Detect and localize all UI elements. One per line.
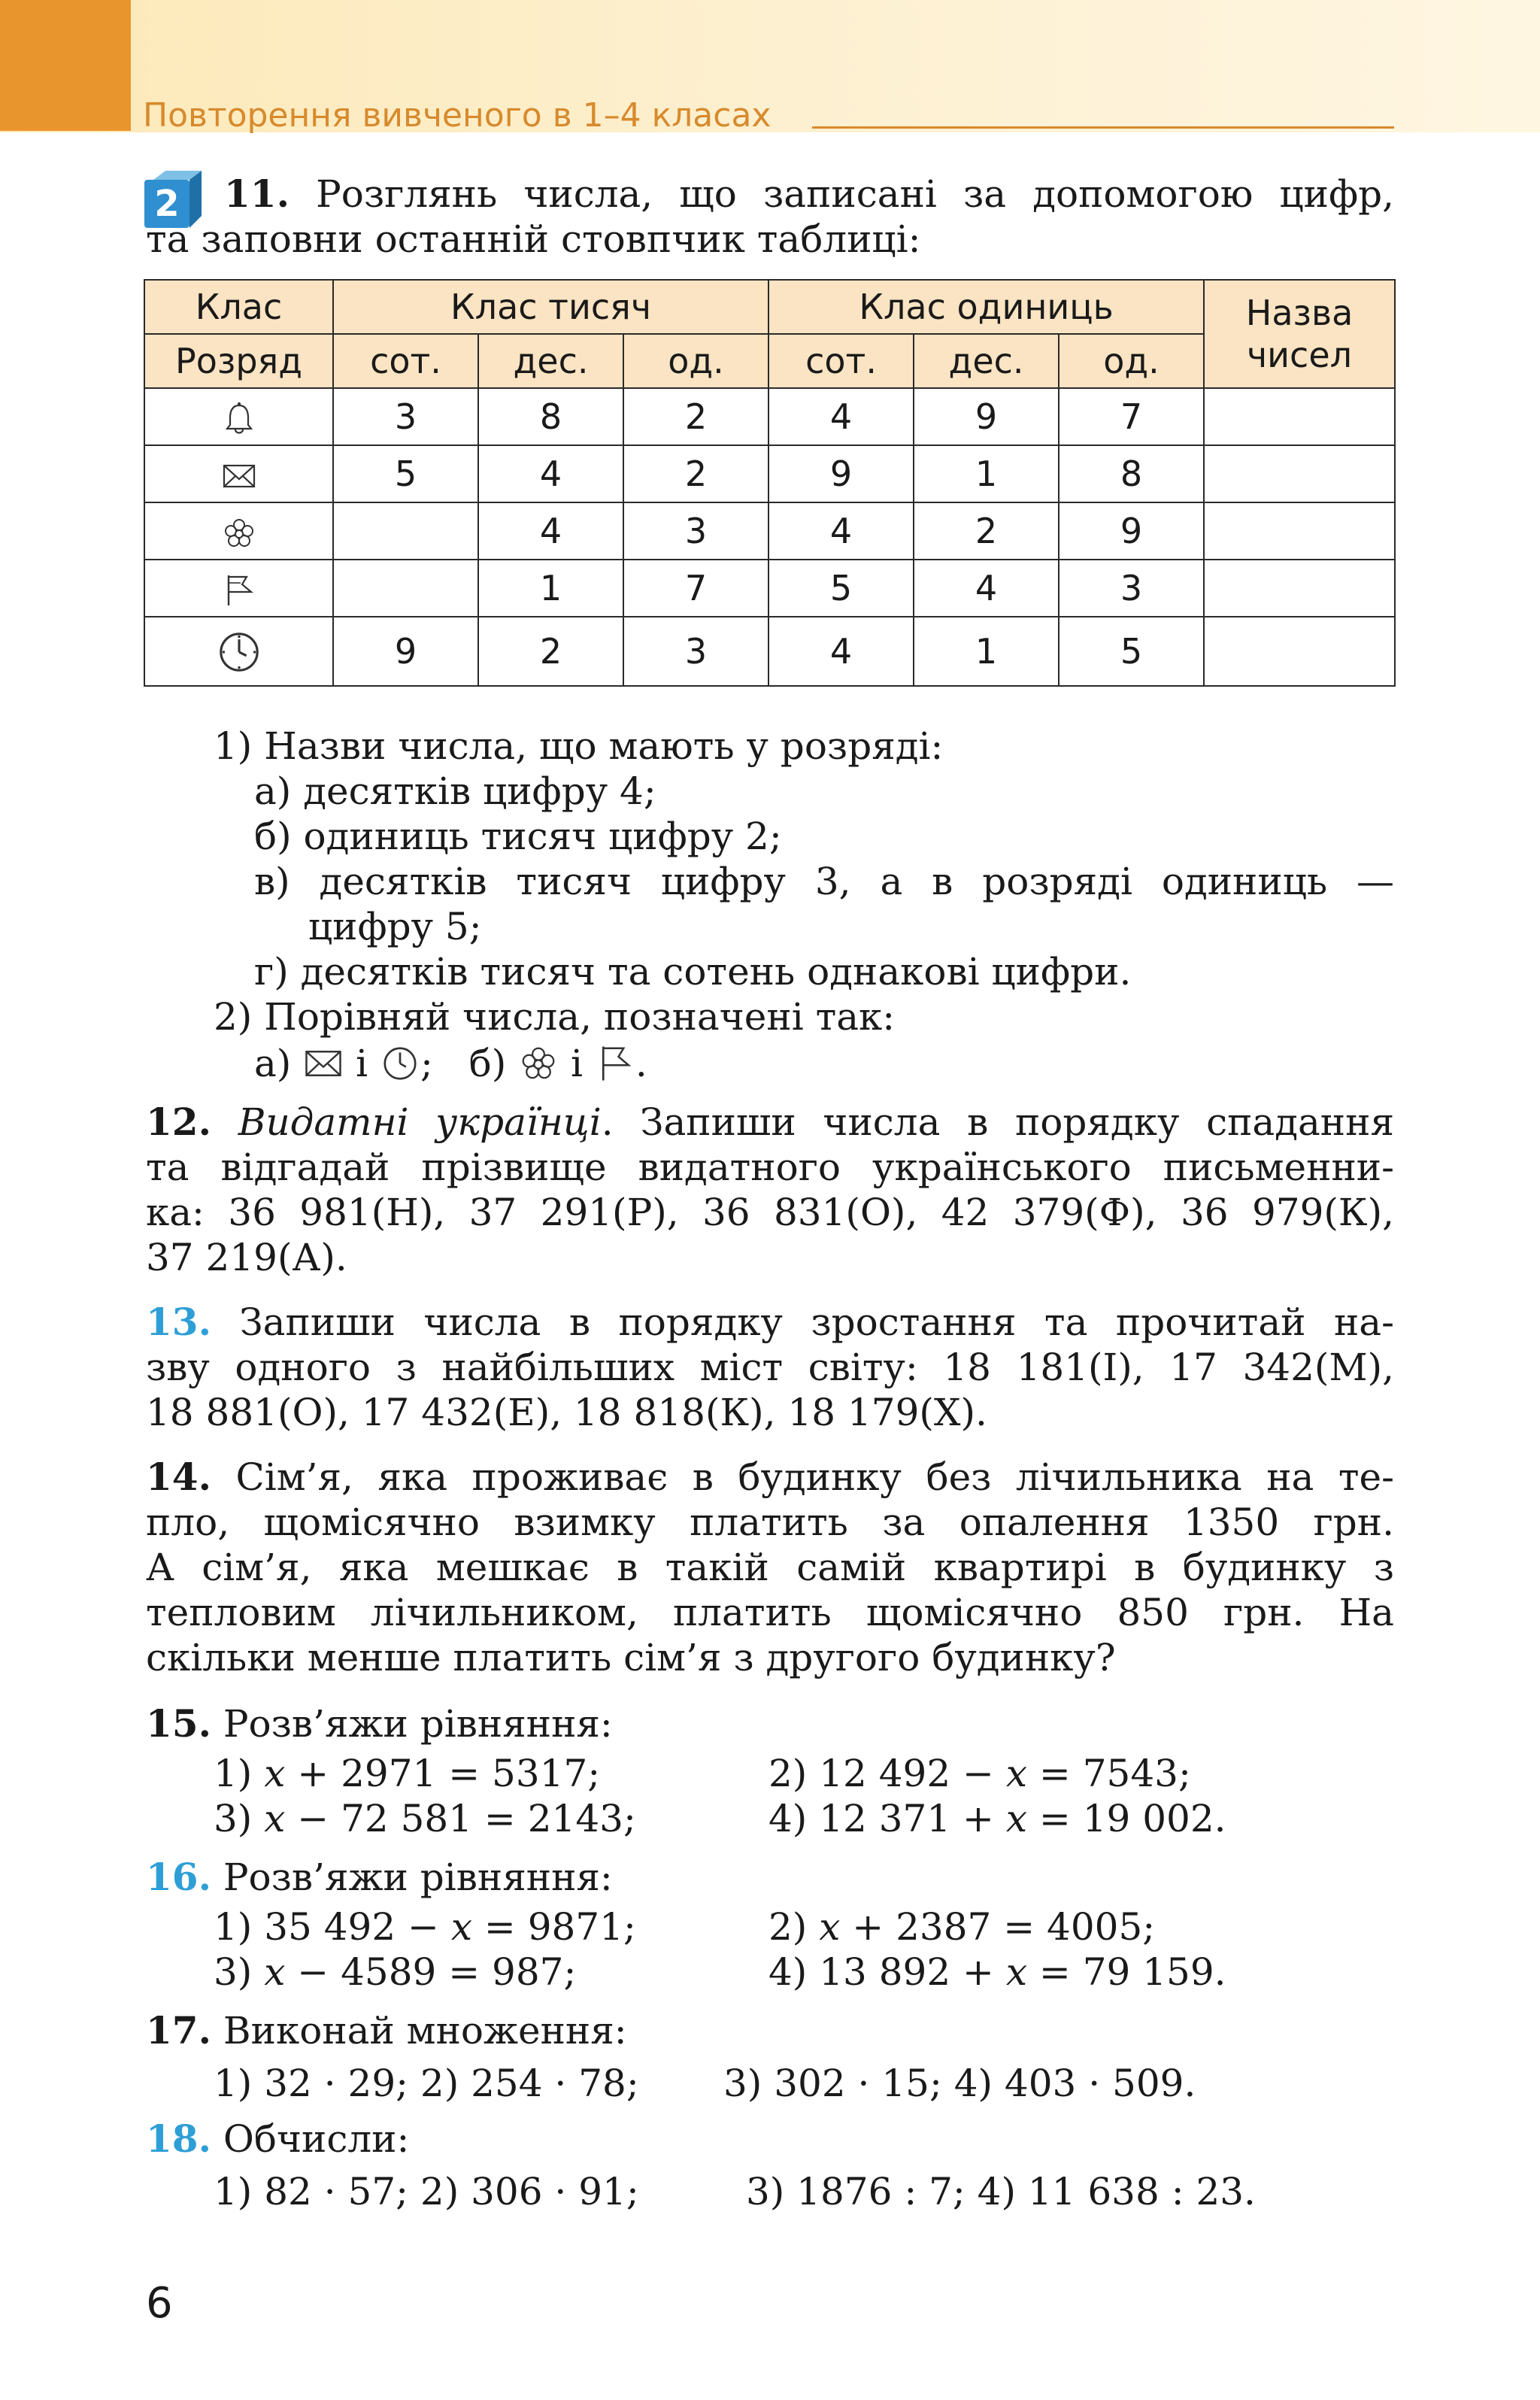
task18-items-1-2: 1) 82 · 57; 2) 306 · 91; [214, 2170, 639, 2213]
table-cell: 4 [768, 388, 914, 445]
task12-line2: та відгадай прізвище видатного українського письменни- [146, 1145, 1394, 1189]
task13-line1: 13. Запиши числа в порядку зростання та прочитай на- [146, 1300, 1394, 1344]
flower-icon [221, 515, 257, 551]
row-icon-cell [144, 617, 333, 686]
task-number: 15. [146, 1701, 211, 1746]
table-cell: 4 [478, 445, 623, 502]
task11-q1d: г) десятків тисяч та сотень однакові цифри. [254, 950, 1132, 994]
empty-name-cell[interactable] [1204, 560, 1395, 617]
task17-items-3-4: 3) 302 · 15; 4) 403 · 509. [723, 2062, 1196, 2105]
header-class: Клас [144, 280, 333, 334]
task16-eq2: 2) 𝑥 + 2387 = 4005; [768, 1905, 1156, 1949]
flag-icon [221, 572, 257, 608]
running-header: Повторення вивченого в 1–4 класах [143, 96, 772, 135]
task-number: 17. [146, 2008, 211, 2053]
empty-name-cell[interactable] [1204, 502, 1395, 560]
subheader-cell: дес. [914, 334, 1059, 388]
subheader-cell: дес. [478, 334, 623, 388]
subheader-cell: од. [1059, 334, 1204, 388]
table-cell: 1 [914, 445, 1059, 502]
bell-icon [221, 401, 257, 437]
table-cell: 3 [623, 617, 768, 686]
table-cell: 3 [1059, 560, 1204, 617]
task-number: 16. [146, 1855, 211, 1899]
task16-eq1: 1) 35 492 − 𝑥 = 9871; [214, 1905, 636, 1949]
table-row [144, 388, 1395, 445]
row-icon-cell [144, 388, 333, 445]
table-cell: 9 [768, 445, 914, 502]
envelope-icon [303, 1043, 344, 1084]
table-cell: 1 [478, 560, 623, 617]
task-number: 11. [224, 171, 290, 216]
table-row [144, 445, 1395, 502]
table-cell: 2 [623, 388, 768, 445]
table-cell: 9 [333, 617, 478, 686]
header-thousands: Клас тисяч [333, 280, 768, 334]
task15-eq4: 4) 12 371 + 𝑥 = 19 002. [768, 1797, 1226, 1840]
table-cell: 8 [1059, 445, 1204, 502]
table-cell: 2 [623, 445, 768, 502]
task16-eq4: 4) 13 892 + 𝑥 = 79 159. [768, 1950, 1226, 1994]
digits-table [144, 279, 1396, 687]
table-cell: 7 [1059, 388, 1204, 445]
task15-heading: 15. Розв’яжи рівняння: [146, 1701, 613, 1746]
row-icon-cell [144, 502, 333, 560]
table-cell: 4 [768, 617, 914, 686]
table-cell [333, 502, 478, 560]
task-number: 18. [146, 2116, 211, 2161]
task11-q2-pairs: а) і ; б) і . [254, 1042, 647, 1085]
table-cell: 7 [623, 560, 768, 617]
header-rule [812, 126, 1394, 129]
subheader-cell: сот. [333, 334, 478, 388]
row-icon-cell [144, 560, 333, 617]
task12-line4: 37 219(А). [146, 1236, 347, 1279]
task11-q1c-line1: в) десятків тисяч цифру 3, а в розряді одиниць — [254, 860, 1394, 903]
empty-name-cell[interactable] [1204, 617, 1395, 686]
task11-q1c-line2: цифру 5; [308, 905, 482, 948]
table-cell [333, 560, 478, 617]
task16-eq3: 3) 𝑥 − 4589 = 987; [214, 1950, 577, 1994]
table-row [144, 560, 1395, 617]
subheader-cell: од. [623, 334, 768, 388]
flower-icon [518, 1043, 559, 1084]
empty-name-cell[interactable] [1204, 445, 1395, 502]
task14-line1: 14. Сім’я, яка проживає в будинку без лічильника на те- [146, 1455, 1394, 1499]
table-cell: 3 [623, 502, 768, 560]
task11-intro-line1: 11. Розглянь числа, що записані за допомогою цифр, [224, 171, 1394, 216]
task-number: 12. [146, 1100, 211, 1144]
task11-intro-line2: та заповни останній стовпчик таблиці: [146, 217, 921, 261]
table-cell: 4 [914, 560, 1059, 617]
cube-badge: 2 [154, 183, 180, 225]
table-row [144, 502, 1395, 560]
table-cell: 2 [478, 617, 623, 686]
task14-line5: скільки менше платить сім’я з другого будинку? [146, 1636, 1116, 1679]
empty-name-cell[interactable] [1204, 388, 1395, 445]
header-rank: Розряд [144, 334, 333, 388]
task12-line3: ка: 36 981(Н), 37 291(Р), 36 831(О), 42 379(Ф), 36 979(К), [146, 1191, 1394, 1234]
header-units: Клас одиниць [768, 280, 1204, 334]
table-header-row [144, 280, 1395, 334]
task17-heading: 17. Виконай множення: [146, 2008, 627, 2053]
task11-q1: 1) Назви числа, що мають у розряді: [214, 724, 944, 768]
clock-icon [380, 1043, 420, 1084]
task-number: 13. [146, 1300, 211, 1344]
task13-line2: зву одного з найбільших міст світу: 18 181(І), 17 342(М), [146, 1346, 1394, 1389]
task14-line4: тепловим лічильником, платить щомісячно 850 грн. На [146, 1591, 1394, 1634]
task17-items-1-2: 1) 32 · 29; 2) 254 · 78; [214, 2062, 639, 2105]
task15-eq2: 2) 12 492 − 𝑥 = 7543; [768, 1752, 1191, 1795]
task18-items-3-4: 3) 1876 : 7; 4) 11 638 : 23. [746, 2170, 1256, 2213]
task12-line1: 12. Видатні українці. Запиши числа в порядку спадання [146, 1100, 1395, 1144]
table-cell: 9 [914, 388, 1059, 445]
table-cell: 4 [768, 502, 914, 560]
corner-tab [0, 0, 131, 131]
task16-heading: 16. Розв’яжи рівняння: [146, 1855, 613, 1899]
table-cell: 3 [333, 388, 478, 445]
flag-icon [595, 1043, 635, 1084]
task13-line3: 18 881(О), 17 432(Е), 18 818(К), 18 179(Х). [146, 1391, 987, 1434]
table-cell: 5 [333, 445, 478, 502]
row-icon-cell [144, 445, 333, 502]
task11-q1a: а) десятків цифру 4; [254, 769, 656, 813]
subheader-cell: сот. [768, 334, 914, 388]
table-cell: 9 [1059, 502, 1204, 560]
clock-icon [217, 630, 261, 674]
task11-q1b: б) одиниць тисяч цифру 2; [254, 815, 782, 858]
task11-q2: 2) Порівняй числа, позначені так: [214, 995, 896, 1039]
task18-heading: 18. Обчисли: [146, 2116, 410, 2161]
task14-line2: пло, щомісячно взимку платить за опалення 1350 грн. [146, 1500, 1394, 1544]
task14-line3: А сім’я, яка мешкає в такій самій квартирі в будинку з [146, 1546, 1394, 1589]
table-row [144, 617, 1395, 686]
task15-eq3: 3) 𝑥 − 72 581 = 2143; [214, 1797, 636, 1840]
table-cell: 8 [478, 388, 623, 445]
table-cell: 4 [478, 502, 623, 560]
table-cell: 5 [1059, 617, 1204, 686]
table-cell: 1 [914, 617, 1059, 686]
task15-eq1: 1) 𝑥 + 2971 = 5317; [214, 1752, 601, 1795]
table-cell: 5 [768, 560, 914, 617]
task12-title: Видатні українці [238, 1100, 602, 1144]
envelope-icon [221, 458, 257, 494]
task-number: 14. [146, 1455, 211, 1499]
page-number: 6 [146, 2279, 173, 2328]
header-number-names: Назва чисел [1204, 280, 1395, 388]
table-cell: 2 [914, 502, 1059, 560]
